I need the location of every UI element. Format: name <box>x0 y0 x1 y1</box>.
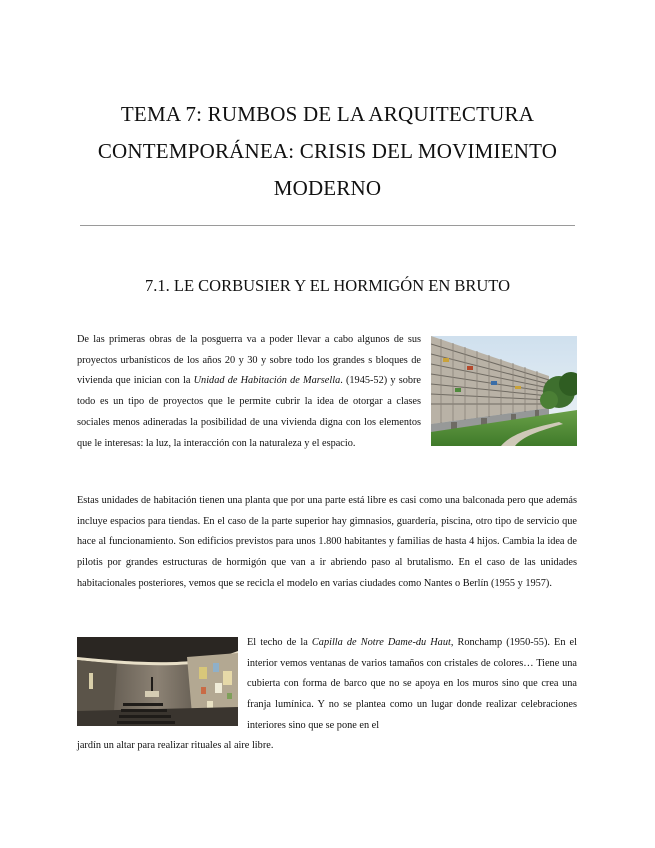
paragraph-3 <box>247 633 577 737</box>
paragraph-1-italic: Unidad de Habitación de Marsella <box>193 375 341 387</box>
section-heading: 7.1. LE CORBUSIER Y EL HORMIGÓN EN BRUTO <box>145 276 510 295</box>
paragraph-3-italic: Capilla de Notre Dame-du Haut <box>311 637 451 648</box>
paragraph-1-text-a: De las primeras obras de la posguerra va a poder llevar a cabo algunos de sus proyectos urbanísticos de los años 20 y 30 y sobre todo los grandes s bloques de vivienda que inician con la <box>77 334 421 387</box>
paragraph-3-continuation: jardín un altar para realizar rituales al aire libre. <box>77 740 274 751</box>
title-divider <box>80 225 575 226</box>
ronchamp-interior-photo <box>77 637 238 726</box>
paragraph-3-text-b: , Ronchamp (1950-55). En el interior vemos ventanas de varios tamaños con cristales de colores… Tiene una cubierta con forma de barco que no se apoya en los muros sino que crea una franja lumínica. Y no se plantea como un lugar donde realizar celebraciones interiores sino que se pone en el <box>247 637 577 731</box>
page-title <box>78 96 577 207</box>
unite-habitation-photo <box>431 336 577 446</box>
title-line-2: CONTEMPORÁNEA: CRISIS DEL MOVIMIENTO <box>97 139 558 163</box>
title-line-1: TEMA 7: RUMBOS DE LA ARQUITECTURA <box>120 102 535 126</box>
paragraph-1-text-b: . (1945-52) y sobre todo es un tipo de proyectos que le permite cubrir la idea de otorgar a clases sociales menos adineradas la posibilidad de una vivienda digna con los elementos que le interesas: la luz, la interacción con la naturaleza y el espacio. <box>77 375 421 449</box>
title-line-3: MODERNO <box>273 176 382 200</box>
paragraph-2: Estas unidades de habitación tienen una planta que por una parte está libre es casi como una balconada pero que además incluye espacios para tiendas. En el caso de la parte superior hay gimnasios, guardería, piscina, otro tipo de servicio que hace al funcionamiento. Son edificios previstos para unos 1.800 habitantes y familias de hasta 4 hijos. Cambia la idea de pilotis por grandes estructuras de hormigón que van a ir abriendo paso al brutalismo. En el caso de las unidades habitacionales posteriores, vemos que se recicla el modelo en varias ciudades como Nantes o Berlín (1955 y 1957). <box>77 495 577 589</box>
paragraph-3-text-a: El techo de la <box>247 637 312 648</box>
paragraph-1 <box>77 330 421 454</box>
